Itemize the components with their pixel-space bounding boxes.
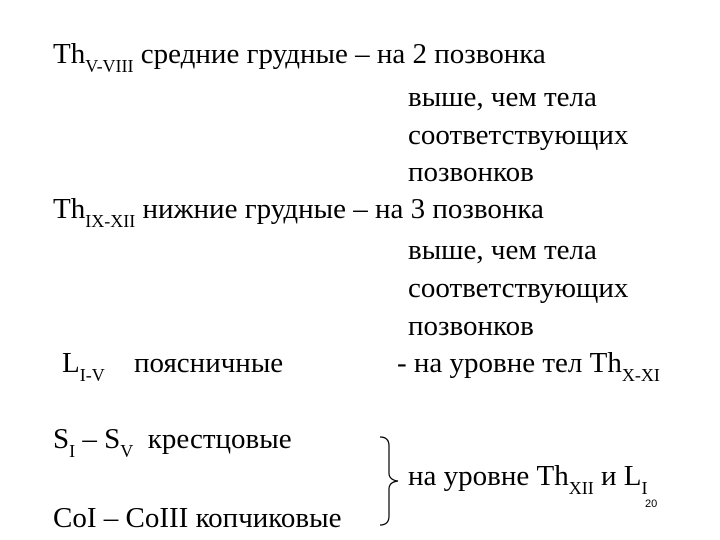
sacral-line	[53, 422, 292, 459]
thoracic-lower-rule: – на 3 позвонка	[353, 193, 544, 225]
curly-brace-icon	[376, 436, 406, 526]
thoracic-lower-line	[53, 192, 544, 229]
thoracic-lower-cont3: позвонков	[408, 310, 534, 342]
level-sub1: XII	[568, 478, 594, 498]
thoracic-middle-prefix: Th	[53, 38, 86, 70]
level-sub2: I	[641, 478, 648, 498]
lumbar-range: I-V	[79, 365, 105, 385]
lumbar-name: поясничные	[134, 347, 284, 379]
lumbar-rule-text: - на уровне тел Th	[397, 347, 622, 379]
level-text2: и L	[600, 460, 642, 492]
lumbar-label	[62, 346, 105, 383]
sacral-name: крестцовые	[147, 423, 292, 455]
thoracic-middle-range: V-VIII	[85, 56, 134, 76]
coccygeal-line: CoI – CoIII копчиковые	[53, 502, 342, 534]
sacral-s2-sub: V	[120, 441, 134, 461]
thoracic-middle-cont1: выше, чем тела	[408, 81, 597, 113]
lumbar-rule-range: X-XI	[621, 365, 660, 385]
sacro-coccygeal-level	[408, 459, 647, 496]
thoracic-lower-prefix: Th	[53, 193, 86, 225]
sacral-s1-sub: I	[69, 441, 76, 461]
thoracic-lower-name: нижние грудные	[142, 193, 347, 225]
sacral-dash: – S	[82, 423, 121, 455]
thoracic-lower-range: IX-XII	[85, 211, 136, 231]
level-text1: на уровне Th	[408, 460, 569, 492]
thoracic-middle-name: средние грудные	[140, 38, 348, 70]
lumbar-prefix: L	[62, 347, 80, 379]
page-number: 20	[645, 498, 658, 510]
lumbar-rule	[397, 346, 660, 383]
sacral-s1: S	[53, 423, 70, 455]
thoracic-lower-cont2: соответствующих	[408, 272, 629, 304]
thoracic-middle-line	[53, 37, 546, 74]
thoracic-middle-cont2: соответствующих	[408, 119, 629, 151]
thoracic-middle-cont3: позвонков	[408, 156, 534, 188]
thoracic-middle-rule: – на 2 позвонка	[355, 38, 546, 70]
thoracic-lower-cont1: выше, чем тела	[408, 234, 597, 266]
